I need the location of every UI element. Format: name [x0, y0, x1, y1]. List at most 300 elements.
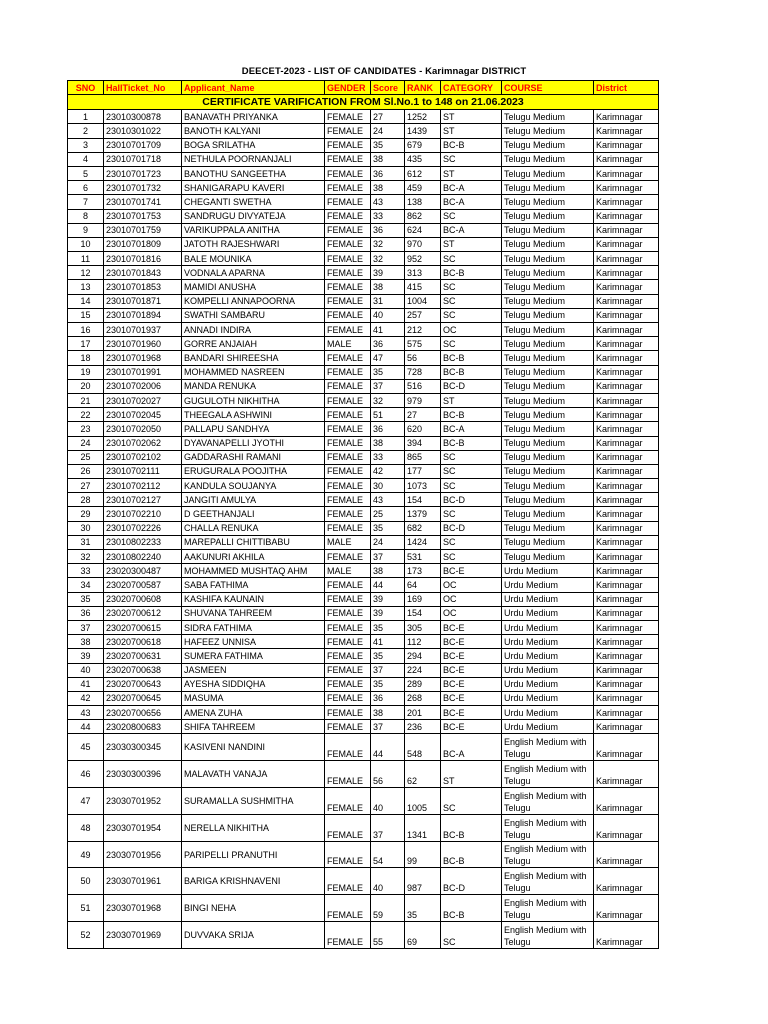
- cell-course: Urdu Medium: [502, 578, 594, 592]
- cell-rank: 169: [405, 592, 441, 606]
- col-header-course: COURSE: [502, 81, 594, 95]
- cell-gender: FEMALE: [325, 124, 371, 138]
- cell-applicant-name: HAFEEZ UNNISA: [182, 635, 325, 649]
- cell-applicant-name: KOMPELLI ANNAPOORNA: [182, 294, 325, 308]
- cell-gender: FEMALE: [325, 620, 371, 634]
- cell-gender: FEMALE: [325, 507, 371, 521]
- table-row: [68, 578, 659, 592]
- table-row: [68, 436, 659, 450]
- cell-applicant-name: THEEGALA ASHWINI: [182, 408, 325, 422]
- cell-hallticket: 23010702050: [104, 422, 182, 436]
- cell-gender: FEMALE: [325, 868, 371, 895]
- cell-course: Urdu Medium: [502, 620, 594, 634]
- cell-hallticket: 23020700643: [104, 677, 182, 691]
- cell-applicant-name: MOHAMMED NASREEN: [182, 365, 325, 379]
- cell-score: 35: [371, 620, 405, 634]
- cell-district: Karimnagar: [594, 734, 659, 761]
- cell-district: Karimnagar: [594, 181, 659, 195]
- cell-applicant-name: SIDRA FATHIMA: [182, 620, 325, 634]
- cell-applicant-name: JANGITI AMULYA: [182, 493, 325, 507]
- cell-category: SC: [441, 479, 502, 493]
- cell-course: Telugu Medium: [502, 550, 594, 564]
- cell-sno: 46: [68, 761, 104, 788]
- cell-applicant-name: ERUGURALA POOJITHA: [182, 464, 325, 478]
- table-row: [68, 422, 659, 436]
- cell-sno: 8: [68, 209, 104, 223]
- cell-hallticket: 23030701956: [104, 841, 182, 868]
- cell-score: 47: [371, 351, 405, 365]
- cell-category: BC-E: [441, 620, 502, 634]
- cell-applicant-name: AYESHA SIDDIQHA: [182, 677, 325, 691]
- cell-sno: 39: [68, 649, 104, 663]
- cell-gender: FEMALE: [325, 209, 371, 223]
- cell-score: 40: [371, 308, 405, 322]
- cell-rank: 313: [405, 266, 441, 280]
- cell-gender: FEMALE: [325, 635, 371, 649]
- cell-applicant-name: JASMEEN: [182, 663, 325, 677]
- cell-score: 32: [371, 252, 405, 266]
- cell-hallticket: 23010702112: [104, 479, 182, 493]
- cell-applicant-name: GORRE ANJAIAH: [182, 337, 325, 351]
- cell-hallticket: 23010701732: [104, 181, 182, 195]
- cell-applicant-name: SABA FATHIMA: [182, 578, 325, 592]
- cell-score: 37: [371, 663, 405, 677]
- cell-score: 55: [371, 922, 405, 949]
- table-row: [68, 379, 659, 393]
- cell-applicant-name: SUMERA FATHIMA: [182, 649, 325, 663]
- cell-category: BC-E: [441, 564, 502, 578]
- table-row: [68, 635, 659, 649]
- cell-district: Karimnagar: [594, 720, 659, 734]
- cell-score: 43: [371, 493, 405, 507]
- cell-rank: 435: [405, 152, 441, 166]
- cell-course: Telugu Medium: [502, 223, 594, 237]
- cell-category: SC: [441, 550, 502, 564]
- cell-hallticket: 23010701723: [104, 166, 182, 180]
- cell-hallticket: 23010701937: [104, 323, 182, 337]
- table-row: [68, 195, 659, 209]
- cell-hallticket: 23010702127: [104, 493, 182, 507]
- cell-district: Karimnagar: [594, 761, 659, 788]
- cell-district: Karimnagar: [594, 138, 659, 152]
- cell-category: BC-E: [441, 706, 502, 720]
- cell-hallticket: 23020800683: [104, 720, 182, 734]
- cell-district: Karimnagar: [594, 592, 659, 606]
- cell-sno: 50: [68, 868, 104, 895]
- cell-gender: FEMALE: [325, 351, 371, 365]
- cell-gender: MALE: [325, 535, 371, 549]
- cell-district: Karimnagar: [594, 365, 659, 379]
- cell-gender: FEMALE: [325, 592, 371, 606]
- cell-course: Urdu Medium: [502, 564, 594, 578]
- cell-score: 41: [371, 323, 405, 337]
- cell-category: ST: [441, 761, 502, 788]
- cell-course: English Medium with Telugu: [502, 868, 594, 895]
- cell-category: BC-A: [441, 422, 502, 436]
- cell-sno: 21: [68, 393, 104, 407]
- cell-hallticket: 23010301022: [104, 124, 182, 138]
- cell-hallticket: 23010702111: [104, 464, 182, 478]
- cell-applicant-name: JATOTH RAJESHWARI: [182, 237, 325, 251]
- table-row: [68, 788, 659, 815]
- cell-gender: FEMALE: [325, 691, 371, 705]
- cell-score: 51: [371, 408, 405, 422]
- cell-gender: FEMALE: [325, 365, 371, 379]
- cell-score: 40: [371, 868, 405, 895]
- cell-category: SC: [441, 209, 502, 223]
- cell-rank: 64: [405, 578, 441, 592]
- page-title: DEECET-2023 - LIST OF CANDIDATES - Karimnagar DISTRICT: [241, 66, 527, 77]
- cell-score: 38: [371, 280, 405, 294]
- cell-course: Telugu Medium: [502, 294, 594, 308]
- cell-rank: 212: [405, 323, 441, 337]
- banner-row: [68, 95, 659, 110]
- col-header-rank: RANK: [405, 81, 441, 95]
- cell-category: BC-E: [441, 691, 502, 705]
- cell-applicant-name: KASIVENI NANDINI: [182, 734, 325, 761]
- cell-gender: FEMALE: [325, 308, 371, 322]
- cell-gender: FEMALE: [325, 841, 371, 868]
- table-row: [68, 550, 659, 564]
- cell-district: Karimnagar: [594, 209, 659, 223]
- cell-category: ST: [441, 166, 502, 180]
- cell-district: Karimnagar: [594, 337, 659, 351]
- cell-score: 37: [371, 814, 405, 841]
- table-row: [68, 280, 659, 294]
- cell-score: 43: [371, 195, 405, 209]
- cell-district: Karimnagar: [594, 266, 659, 280]
- cell-rank: 548: [405, 734, 441, 761]
- cell-gender: FEMALE: [325, 761, 371, 788]
- cell-sno: 6: [68, 181, 104, 195]
- cell-district: Karimnagar: [594, 620, 659, 634]
- cell-hallticket: 23020700587: [104, 578, 182, 592]
- cell-course: Telugu Medium: [502, 507, 594, 521]
- cell-sno: 20: [68, 379, 104, 393]
- cell-category: OC: [441, 592, 502, 606]
- cell-applicant-name: D GEETHANJALI: [182, 507, 325, 521]
- cell-applicant-name: MOHAMMED MUSHTAQ AHM: [182, 564, 325, 578]
- cell-applicant-name: CHEGANTI SWETHA: [182, 195, 325, 209]
- cell-course: Telugu Medium: [502, 379, 594, 393]
- cell-course: Telugu Medium: [502, 181, 594, 195]
- cell-course: Telugu Medium: [502, 351, 594, 365]
- cell-gender: FEMALE: [325, 408, 371, 422]
- cell-course: English Medium with Telugu: [502, 761, 594, 788]
- cell-applicant-name: MAREPALLI CHITTIBABU: [182, 535, 325, 549]
- cell-hallticket: 23010702045: [104, 408, 182, 422]
- cell-applicant-name: DYAVANAPELLI JYOTHI: [182, 436, 325, 450]
- cell-score: 35: [371, 649, 405, 663]
- cell-district: Karimnagar: [594, 564, 659, 578]
- cell-sno: 4: [68, 152, 104, 166]
- cell-applicant-name: MASUMA: [182, 691, 325, 705]
- cell-course: English Medium with Telugu: [502, 841, 594, 868]
- cell-gender: FEMALE: [325, 237, 371, 251]
- cell-hallticket: 23010701718: [104, 152, 182, 166]
- cell-category: SC: [441, 337, 502, 351]
- cell-gender: FEMALE: [325, 379, 371, 393]
- cell-score: 35: [371, 521, 405, 535]
- table-row: [68, 181, 659, 195]
- cell-course: Urdu Medium: [502, 663, 594, 677]
- cell-category: BC-D: [441, 521, 502, 535]
- cell-score: 37: [371, 720, 405, 734]
- cell-district: Karimnagar: [594, 379, 659, 393]
- cell-category: BC-A: [441, 734, 502, 761]
- table-row: [68, 720, 659, 734]
- cell-applicant-name: SHUVANA TAHREEM: [182, 606, 325, 620]
- table-row: [68, 841, 659, 868]
- cell-sno: 22: [68, 408, 104, 422]
- candidates-table: [67, 80, 659, 949]
- cell-applicant-name: SHIFA TAHREEM: [182, 720, 325, 734]
- table-row: [68, 166, 659, 180]
- cell-gender: FEMALE: [325, 493, 371, 507]
- table-row: [68, 620, 659, 634]
- cell-rank: 531: [405, 550, 441, 564]
- cell-sno: 27: [68, 479, 104, 493]
- cell-rank: 394: [405, 436, 441, 450]
- cell-category: BC-D: [441, 493, 502, 507]
- cell-course: Telugu Medium: [502, 124, 594, 138]
- cell-course: English Medium with Telugu: [502, 734, 594, 761]
- cell-district: Karimnagar: [594, 479, 659, 493]
- cell-gender: FEMALE: [325, 922, 371, 949]
- cell-rank: 679: [405, 138, 441, 152]
- cell-category: BC-B: [441, 895, 502, 922]
- table-row: [68, 110, 659, 124]
- cell-rank: 1004: [405, 294, 441, 308]
- cell-applicant-name: BANOTH KALYANI: [182, 124, 325, 138]
- cell-score: 38: [371, 564, 405, 578]
- cell-gender: FEMALE: [325, 450, 371, 464]
- cell-score: 56: [371, 761, 405, 788]
- table-row: [68, 493, 659, 507]
- cell-course: Telugu Medium: [502, 266, 594, 280]
- cell-rank: 624: [405, 223, 441, 237]
- table-row: [68, 124, 659, 138]
- cell-gender: FEMALE: [325, 181, 371, 195]
- cell-district: Karimnagar: [594, 294, 659, 308]
- cell-rank: 970: [405, 237, 441, 251]
- cell-applicant-name: SURAMALLA SUSHMITHA: [182, 788, 325, 815]
- cell-gender: MALE: [325, 337, 371, 351]
- cell-applicant-name: BANDARI SHIREESHA: [182, 351, 325, 365]
- cell-course: English Medium with Telugu: [502, 895, 594, 922]
- cell-category: SC: [441, 294, 502, 308]
- cell-gender: FEMALE: [325, 110, 371, 124]
- cell-sno: 23: [68, 422, 104, 436]
- cell-course: Telugu Medium: [502, 323, 594, 337]
- table-row: [68, 323, 659, 337]
- cell-score: 33: [371, 209, 405, 223]
- cell-gender: FEMALE: [325, 677, 371, 691]
- cell-hallticket: 23020700645: [104, 691, 182, 705]
- cell-applicant-name: SHANIGARAPU KAVERI: [182, 181, 325, 195]
- cell-gender: FEMALE: [325, 550, 371, 564]
- cell-category: SC: [441, 507, 502, 521]
- cell-gender: FEMALE: [325, 166, 371, 180]
- cell-course: Urdu Medium: [502, 691, 594, 705]
- cell-district: Karimnagar: [594, 841, 659, 868]
- cell-course: Telugu Medium: [502, 493, 594, 507]
- cell-category: SC: [441, 280, 502, 294]
- cell-category: SC: [441, 788, 502, 815]
- cell-sno: 47: [68, 788, 104, 815]
- cell-score: 36: [371, 223, 405, 237]
- cell-sno: 9: [68, 223, 104, 237]
- cell-gender: FEMALE: [325, 814, 371, 841]
- cell-gender: FEMALE: [325, 578, 371, 592]
- cell-sno: 41: [68, 677, 104, 691]
- cell-gender: FEMALE: [325, 280, 371, 294]
- cell-rank: 294: [405, 649, 441, 663]
- cell-course: Telugu Medium: [502, 308, 594, 322]
- cell-score: 35: [371, 677, 405, 691]
- cell-rank: 27: [405, 408, 441, 422]
- cell-hallticket: 23010701809: [104, 237, 182, 251]
- cell-gender: FEMALE: [325, 393, 371, 407]
- cell-sno: 35: [68, 592, 104, 606]
- cell-score: 39: [371, 606, 405, 620]
- cell-hallticket: 23030300345: [104, 734, 182, 761]
- cell-score: 40: [371, 788, 405, 815]
- cell-hallticket: 23010701741: [104, 195, 182, 209]
- cell-course: Urdu Medium: [502, 649, 594, 663]
- cell-sno: 2: [68, 124, 104, 138]
- cell-applicant-name: GADDARASHI RAMANI: [182, 450, 325, 464]
- cell-rank: 1341: [405, 814, 441, 841]
- cell-score: 59: [371, 895, 405, 922]
- table-row: [68, 895, 659, 922]
- cell-course: Telugu Medium: [502, 195, 594, 209]
- table-row: [68, 464, 659, 478]
- cell-rank: 201: [405, 706, 441, 720]
- cell-gender: FEMALE: [325, 606, 371, 620]
- cell-district: Karimnagar: [594, 814, 659, 841]
- cell-district: Karimnagar: [594, 195, 659, 209]
- cell-course: Telugu Medium: [502, 393, 594, 407]
- cell-category: ST: [441, 110, 502, 124]
- table-row: [68, 606, 659, 620]
- cell-course: Telugu Medium: [502, 252, 594, 266]
- cell-sno: 37: [68, 620, 104, 634]
- cell-gender: FEMALE: [325, 720, 371, 734]
- cell-hallticket: 23030701968: [104, 895, 182, 922]
- cell-sno: 52: [68, 922, 104, 949]
- cell-score: 36: [371, 691, 405, 705]
- cell-course: English Medium with Telugu: [502, 814, 594, 841]
- cell-course: Urdu Medium: [502, 677, 594, 691]
- cell-score: 32: [371, 237, 405, 251]
- cell-hallticket: 23020700612: [104, 606, 182, 620]
- cell-applicant-name: SANDRUGU DIVYATEJA: [182, 209, 325, 223]
- cell-gender: FEMALE: [325, 479, 371, 493]
- cell-district: Karimnagar: [594, 493, 659, 507]
- cell-sno: 42: [68, 691, 104, 705]
- cell-gender: FEMALE: [325, 323, 371, 337]
- cell-course: Urdu Medium: [502, 706, 594, 720]
- table-row: [68, 237, 659, 251]
- table-row: [68, 564, 659, 578]
- cell-course: Urdu Medium: [502, 720, 594, 734]
- cell-applicant-name: BINGI NEHA: [182, 895, 325, 922]
- cell-district: Karimnagar: [594, 110, 659, 124]
- cell-category: BC-B: [441, 266, 502, 280]
- cell-rank: 69: [405, 922, 441, 949]
- cell-district: Karimnagar: [594, 922, 659, 949]
- table-row: [68, 152, 659, 166]
- table-row: [68, 223, 659, 237]
- cell-category: BC-B: [441, 814, 502, 841]
- cell-district: Karimnagar: [594, 706, 659, 720]
- cell-hallticket: 23020700638: [104, 663, 182, 677]
- cell-district: Karimnagar: [594, 393, 659, 407]
- cell-rank: 865: [405, 450, 441, 464]
- cell-rank: 154: [405, 493, 441, 507]
- cell-hallticket: 23010701853: [104, 280, 182, 294]
- cell-score: 39: [371, 592, 405, 606]
- cell-district: Karimnagar: [594, 166, 659, 180]
- cell-course: Telugu Medium: [502, 166, 594, 180]
- cell-rank: 575: [405, 337, 441, 351]
- cell-course: Telugu Medium: [502, 479, 594, 493]
- cell-sno: 14: [68, 294, 104, 308]
- cell-course: Telugu Medium: [502, 337, 594, 351]
- cell-sno: 26: [68, 464, 104, 478]
- cell-category: SC: [441, 450, 502, 464]
- cell-rank: 112: [405, 635, 441, 649]
- table-row: [68, 761, 659, 788]
- cell-sno: 16: [68, 323, 104, 337]
- table-row: [68, 592, 659, 606]
- cell-gender: FEMALE: [325, 649, 371, 663]
- cell-score: 38: [371, 152, 405, 166]
- table-row: [68, 393, 659, 407]
- cell-rank: 268: [405, 691, 441, 705]
- cell-district: Karimnagar: [594, 422, 659, 436]
- cell-gender: FEMALE: [325, 422, 371, 436]
- table-row: [68, 663, 659, 677]
- cell-sno: 33: [68, 564, 104, 578]
- cell-category: BC-E: [441, 649, 502, 663]
- cell-hallticket: 23010701759: [104, 223, 182, 237]
- cell-gender: FEMALE: [325, 788, 371, 815]
- cell-applicant-name: SWATHI SAMBARU: [182, 308, 325, 322]
- cell-district: Karimnagar: [594, 895, 659, 922]
- cell-sno: 24: [68, 436, 104, 450]
- cell-gender: FEMALE: [325, 734, 371, 761]
- cell-category: BC-E: [441, 635, 502, 649]
- cell-score: 31: [371, 294, 405, 308]
- cell-rank: 1439: [405, 124, 441, 138]
- cell-sno: 43: [68, 706, 104, 720]
- cell-sno: 7: [68, 195, 104, 209]
- cell-score: 33: [371, 450, 405, 464]
- cell-rank: 177: [405, 464, 441, 478]
- cell-course: Telugu Medium: [502, 138, 594, 152]
- cell-applicant-name: MAMIDI ANUSHA: [182, 280, 325, 294]
- cell-sno: 13: [68, 280, 104, 294]
- cell-sno: 44: [68, 720, 104, 734]
- table-row: [68, 535, 659, 549]
- cell-hallticket: 23030300396: [104, 761, 182, 788]
- cell-hallticket: 23010802233: [104, 535, 182, 549]
- cell-gender: FEMALE: [325, 895, 371, 922]
- cell-course: Urdu Medium: [502, 635, 594, 649]
- cell-applicant-name: KASHIFA KAUNAIN: [182, 592, 325, 606]
